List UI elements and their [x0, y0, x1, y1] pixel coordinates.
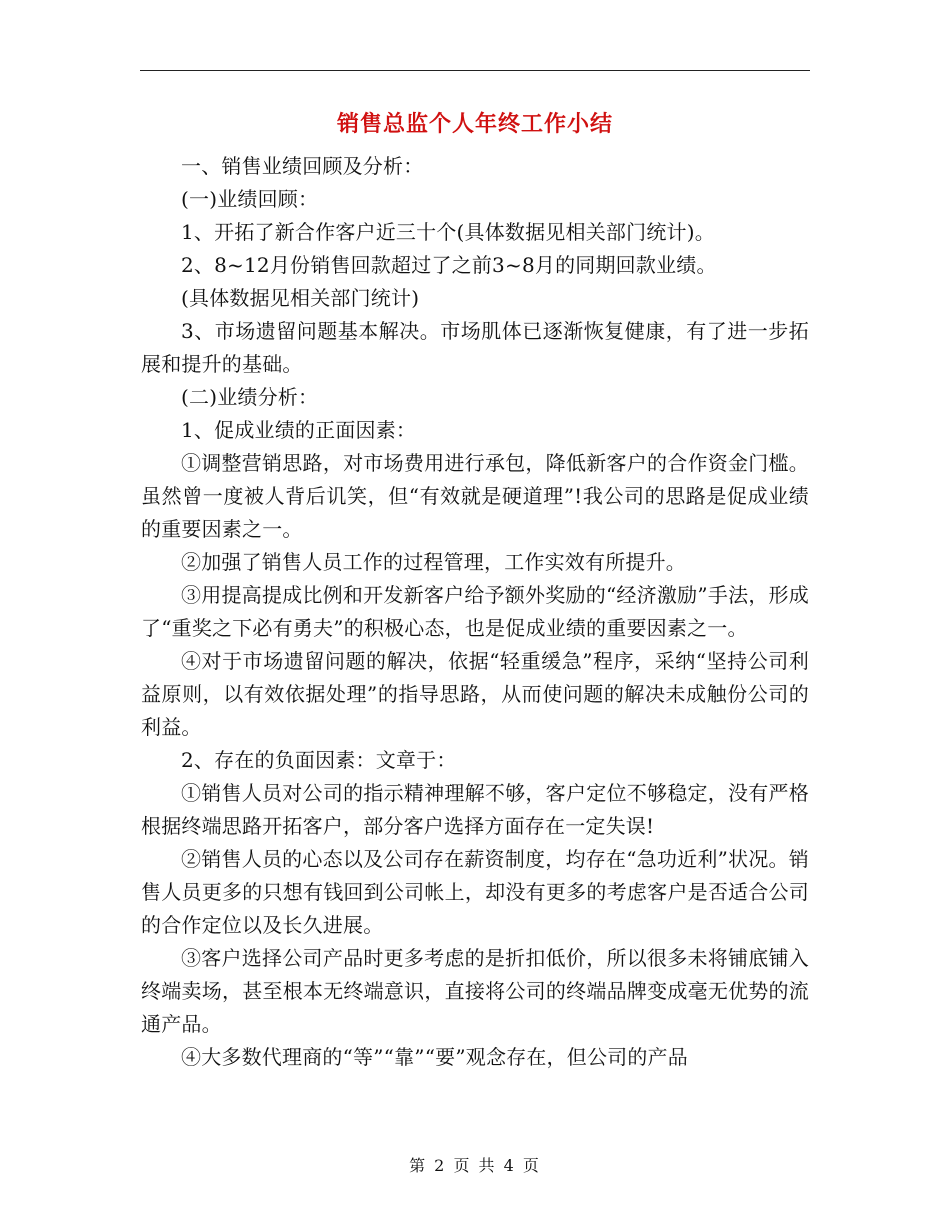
paragraph: 2、存在的负面因素：文章于： [181, 748, 457, 772]
paragraph: 3、市场遗留问题基本解决。市场肌体已逐渐恢复健康，有了进一步拓展和提升的基础。 [141, 319, 809, 376]
paragraph: 一、销售业绩回顾及分析： [181, 154, 424, 178]
paragraph: 1、开拓了新合作客户近三十个(具体数据见相关部门统计)。 [181, 220, 715, 244]
paragraph: ②销售人员的心态以及公司存在薪资制度，均存在“急功近利”状况。销售人员更多的只想有钱回到公司帐上，却没有更多的考虑客户是否适合公司的合作定位以及长久进展。 [141, 847, 809, 937]
paragraph: (具体数据见相关部门统计) [181, 286, 420, 310]
document-body [141, 150, 809, 1074]
paragraph: 2、8~12月份销售回款超过了之前3~8月的同期回款业绩。 [181, 253, 717, 277]
paragraph: (一)业绩回顾： [181, 187, 319, 211]
paragraph: ①销售人员对公司的指示精神理解不够，客户定位不够稳定，没有严格根据终端思路开拓客户，部分客户选择方面存在一定失误! [141, 781, 809, 838]
paragraph: ②加强了销售人员工作的过程管理，工作实效有所提升。 [181, 550, 686, 574]
header-rule [140, 70, 810, 71]
paragraph: ①调整营销思路，对市场费用进行承包，降低新客户的合作资金门槛。虽然曾一度被人背后讥笑，但“有效就是硬道理”!我公司的思路是促成业绩的重要因素之一。 [141, 451, 809, 541]
document-title: 销售总监个人年终工作小结 [336, 111, 613, 137]
page-number-footer: 第 2 页 共 4 页 [409, 1156, 541, 1175]
paragraph: 1、促成业绩的正面因素： [181, 418, 417, 442]
paragraph: ③客户选择公司产品时更多考虑的是折扣低价，所以很多未将铺底铺入终端卖场，甚至根本无终端意识，直接将公司的终端品牌变成毫无优势的流通产品。 [141, 946, 809, 1036]
paragraph: (二)业绩分析： [181, 385, 319, 409]
paragraph: ④大多数代理商的“等”“靠”“要”观念存在，但公司的产品 [181, 1045, 688, 1069]
paragraph: ③用提高提成比例和开发新客户给予额外奖励的“经济激励”手法，形成了“重奖之下必有勇夫”的积极心态，也是促成业绩的重要因素之一。 [141, 583, 809, 640]
paragraph: ④对于市场遗留问题的解决，依据“轻重缓急”程序，采纳“坚持公司利益原则，以有效依据处理”的指导思路，从而使问题的解决未成触份公司的利益。 [141, 649, 809, 739]
